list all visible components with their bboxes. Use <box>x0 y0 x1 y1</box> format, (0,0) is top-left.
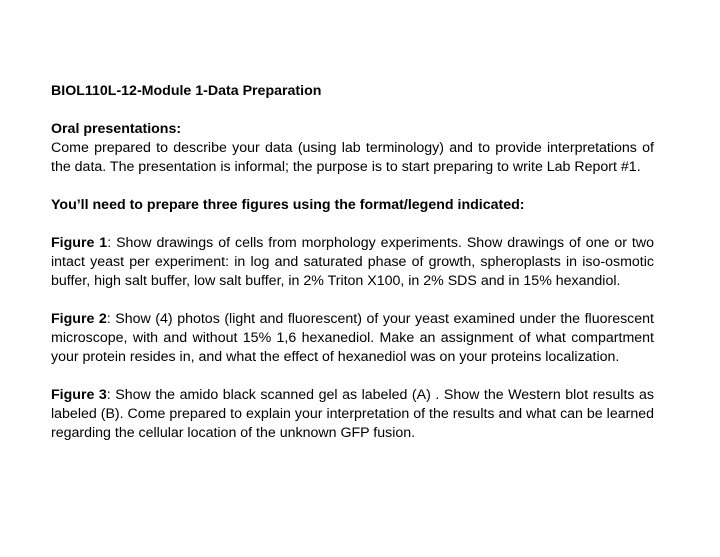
figure-3-paragraph <box>51 386 654 443</box>
slide-content <box>51 82 654 443</box>
figure-1-text: : Show drawings of cells from morphology experiments. Show drawings of one or two intact yeast per experiment: in log and saturated phase of growth, spheroplasts in iso-osmotic buffer, high salt buffer, low salt buffer, in 2% Triton X100, in 2% SDS and in 15% hexandiol. <box>51 235 654 289</box>
figures-heading: You’ll need to prepare three figures using the format/legend indicated: <box>51 197 525 213</box>
figure-2-paragraph <box>51 310 654 367</box>
spacer <box>51 101 654 120</box>
figure-1-label: Figure 1 <box>51 235 108 251</box>
figure-2-label: Figure 2 <box>51 311 107 327</box>
oral-presentations-body: Come prepared to describe your data (using lab terminology) and to provide interpretations of the data. The presentation is informal; the purpose is to start preparing to write Lab Report #1. <box>51 140 654 175</box>
figure-1-paragraph <box>51 234 654 291</box>
spacer <box>51 291 654 310</box>
figure-3-text: : Show the amido black scanned gel as labeled (A) . Show the Western blot results as labeled (B). Come prepared to explain your interpretation of the results and what can be learned regarding the cellular location of the unknown GFP fusion. <box>51 387 655 441</box>
oral-presentations-heading: Oral presentations: <box>51 121 182 137</box>
document-title: BIOL110L-12-Module 1-Data Preparation <box>51 83 322 99</box>
figure-2-text: : Show (4) photos (light and fluorescent) of your yeast examined under the fluorescent microscope, with and without 15% 1,6 hexanediol. Make an assignment of what compartment your protein resides in, and what the effect of hexanediol was on your proteins localization. <box>51 311 654 365</box>
spacer <box>51 177 654 196</box>
figure-3-label: Figure 3 <box>51 387 107 403</box>
spacer <box>51 367 654 386</box>
spacer <box>51 215 654 234</box>
